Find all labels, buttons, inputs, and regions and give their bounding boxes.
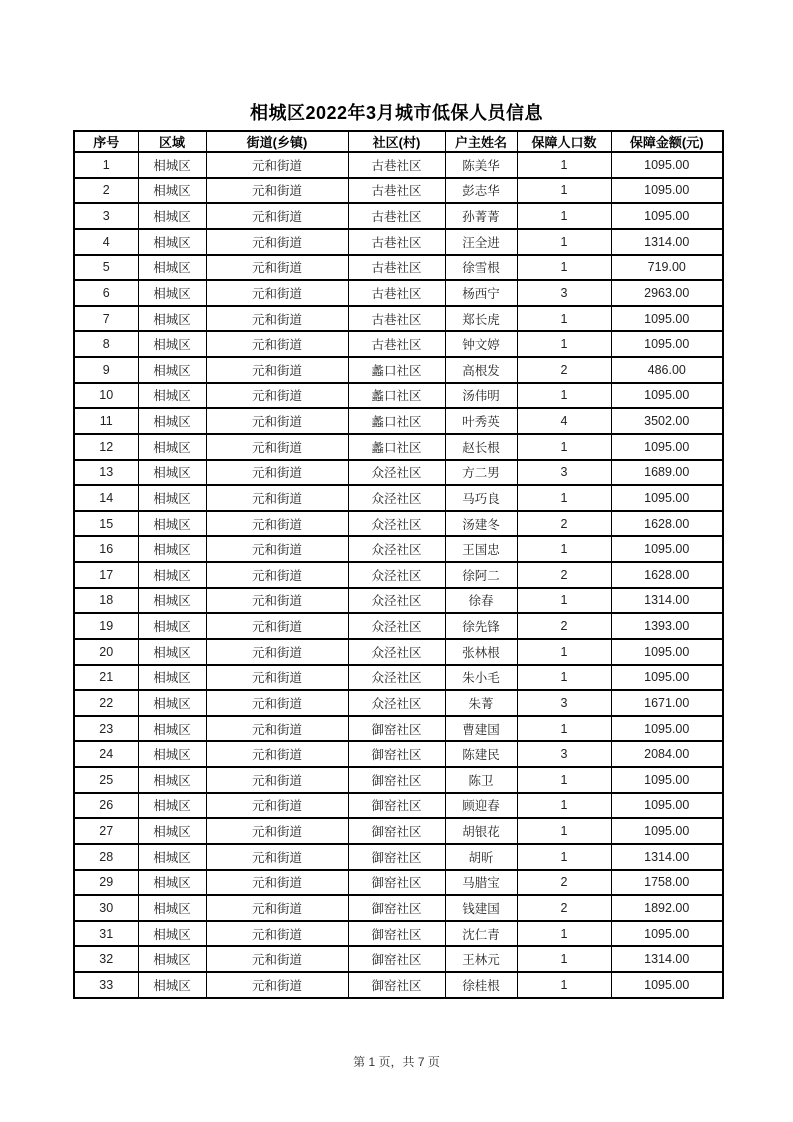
table-cell: 相城区 <box>138 434 206 460</box>
table-cell: 蠡口社区 <box>348 357 445 383</box>
table-cell: 12 <box>74 434 138 460</box>
table-cell: 1095.00 <box>611 767 723 793</box>
table-cell: 相城区 <box>138 639 206 665</box>
table-cell: 32 <box>74 946 138 972</box>
table-cell: 御窑社区 <box>348 972 445 998</box>
table-row <box>74 485 723 511</box>
table-cell: 元和街道 <box>206 511 348 537</box>
table-cell: 2 <box>517 357 611 383</box>
table-cell: 陈美华 <box>445 152 517 178</box>
table-cell: 1095.00 <box>611 716 723 742</box>
table-cell: 汤伟明 <box>445 383 517 409</box>
table-cell: 1314.00 <box>611 946 723 972</box>
table-row <box>74 178 723 204</box>
table-cell: 2 <box>74 178 138 204</box>
table-cell: 相城区 <box>138 383 206 409</box>
table-cell: 1 <box>74 152 138 178</box>
table-row <box>74 434 723 460</box>
table-cell: 1095.00 <box>611 331 723 357</box>
table-cell: 古巷社区 <box>348 331 445 357</box>
table-cell: 汤建冬 <box>445 511 517 537</box>
table-cell: 1095.00 <box>611 485 723 511</box>
table-cell: 御窑社区 <box>348 870 445 896</box>
table-cell: 8 <box>74 331 138 357</box>
table-cell: 马巧良 <box>445 485 517 511</box>
table-cell: 元和街道 <box>206 818 348 844</box>
table-cell: 21 <box>74 665 138 691</box>
table-cell: 众泾社区 <box>348 511 445 537</box>
table-cell: 王林元 <box>445 946 517 972</box>
table-cell: 胡银花 <box>445 818 517 844</box>
table-row <box>74 665 723 691</box>
table-cell: 御窑社区 <box>348 921 445 947</box>
table-cell: 相城区 <box>138 536 206 562</box>
table-cell: 33 <box>74 972 138 998</box>
table-row <box>74 793 723 819</box>
table-cell: 1 <box>517 306 611 332</box>
header-serial-number: 序号 <box>74 131 138 152</box>
table-cell: 元和街道 <box>206 870 348 896</box>
table-cell: 钟文婷 <box>445 331 517 357</box>
table-cell: 18 <box>74 588 138 614</box>
table-cell: 1628.00 <box>611 562 723 588</box>
table-cell: 赵长根 <box>445 434 517 460</box>
table-cell: 7 <box>74 306 138 332</box>
table-cell: 6 <box>74 280 138 306</box>
table-cell: 陈建民 <box>445 741 517 767</box>
table-cell: 1 <box>517 229 611 255</box>
header-region: 区域 <box>138 131 206 152</box>
table-cell: 相城区 <box>138 793 206 819</box>
table-cell: 张林根 <box>445 639 517 665</box>
table-cell: 11 <box>74 408 138 434</box>
table-cell: 元和街道 <box>206 280 348 306</box>
table-cell: 叶秀英 <box>445 408 517 434</box>
table-cell: 1 <box>517 767 611 793</box>
table-row <box>74 331 723 357</box>
table-row <box>74 229 723 255</box>
table-cell: 元和街道 <box>206 793 348 819</box>
table-cell: 孙菁菁 <box>445 203 517 229</box>
table-cell: 相城区 <box>138 562 206 588</box>
lowincome-table <box>73 130 724 999</box>
header-householder-name: 户主姓名 <box>445 131 517 152</box>
table-cell: 元和街道 <box>206 921 348 947</box>
table-cell: 元和街道 <box>206 485 348 511</box>
table-cell: 相城区 <box>138 280 206 306</box>
table-cell: 元和街道 <box>206 152 348 178</box>
table-cell: 相城区 <box>138 716 206 742</box>
table-cell: 9 <box>74 357 138 383</box>
table-cell: 元和街道 <box>206 434 348 460</box>
table-cell: 719.00 <box>611 255 723 281</box>
table-cell: 朱小毛 <box>445 665 517 691</box>
table-cell: 汪全进 <box>445 229 517 255</box>
table-cell: 元和街道 <box>206 255 348 281</box>
table-cell: 1095.00 <box>611 972 723 998</box>
table-cell: 相城区 <box>138 178 206 204</box>
table-cell: 御窑社区 <box>348 716 445 742</box>
table-cell: 486.00 <box>611 357 723 383</box>
table-cell: 相城区 <box>138 921 206 947</box>
table-cell: 20 <box>74 639 138 665</box>
table-cell: 相城区 <box>138 972 206 998</box>
table-cell: 元和街道 <box>206 408 348 434</box>
table-row <box>74 306 723 332</box>
table-row <box>74 921 723 947</box>
table-cell: 元和街道 <box>206 229 348 255</box>
table-cell: 徐先锋 <box>445 613 517 639</box>
table-row <box>74 203 723 229</box>
table-cell: 1671.00 <box>611 690 723 716</box>
table-cell: 16 <box>74 536 138 562</box>
header-street-township: 街道(乡镇) <box>206 131 348 152</box>
table-cell: 3 <box>517 690 611 716</box>
table-row <box>74 818 723 844</box>
table-cell: 3 <box>517 741 611 767</box>
table-cell: 陈卫 <box>445 767 517 793</box>
table-row <box>74 460 723 486</box>
table-cell: 27 <box>74 818 138 844</box>
table-cell: 相城区 <box>138 229 206 255</box>
table-cell: 御窑社区 <box>348 741 445 767</box>
table-cell: 相城区 <box>138 844 206 870</box>
table-header-row <box>74 131 723 152</box>
table-cell: 众泾社区 <box>348 485 445 511</box>
table-cell: 1 <box>517 921 611 947</box>
table-row <box>74 639 723 665</box>
table-cell: 1095.00 <box>611 793 723 819</box>
table-cell: 元和街道 <box>206 741 348 767</box>
table-row <box>74 844 723 870</box>
table-cell: 2 <box>517 511 611 537</box>
table-cell: 10 <box>74 383 138 409</box>
table-row <box>74 408 723 434</box>
table-cell: 元和街道 <box>206 613 348 639</box>
table-cell: 元和街道 <box>206 460 348 486</box>
table-cell: 31 <box>74 921 138 947</box>
table-cell: 沈仁青 <box>445 921 517 947</box>
table-cell: 2 <box>517 870 611 896</box>
table-cell: 钱建国 <box>445 895 517 921</box>
table-cell: 徐阿二 <box>445 562 517 588</box>
table-row <box>74 536 723 562</box>
table-cell: 1 <box>517 178 611 204</box>
page-title: 相城区2022年3月城市低保人员信息 <box>249 103 544 123</box>
table-cell: 徐雪根 <box>445 255 517 281</box>
table-cell: 1095.00 <box>611 178 723 204</box>
table-cell: 蠡口社区 <box>348 434 445 460</box>
header-amount-yuan: 保障金额(元) <box>611 131 723 152</box>
table-cell: 1 <box>517 588 611 614</box>
table-cell: 相城区 <box>138 511 206 537</box>
table-cell: 元和街道 <box>206 588 348 614</box>
table-cell: 相城区 <box>138 690 206 716</box>
table-cell: 1 <box>517 844 611 870</box>
table-cell: 1314.00 <box>611 588 723 614</box>
table-cell: 相城区 <box>138 946 206 972</box>
table-cell: 1 <box>517 383 611 409</box>
table-cell: 古巷社区 <box>348 280 445 306</box>
table-cell: 郑长虎 <box>445 306 517 332</box>
table-cell: 4 <box>74 229 138 255</box>
table-cell: 1 <box>517 331 611 357</box>
table-cell: 众泾社区 <box>348 536 445 562</box>
table-cell: 元和街道 <box>206 203 348 229</box>
header-covered-persons: 保障人口数 <box>517 131 611 152</box>
table-cell: 2 <box>517 562 611 588</box>
table-cell: 元和街道 <box>206 972 348 998</box>
table-cell: 1095.00 <box>611 921 723 947</box>
table-cell: 5 <box>74 255 138 281</box>
table-cell: 1 <box>517 818 611 844</box>
table-cell: 17 <box>74 562 138 588</box>
table-cell: 19 <box>74 613 138 639</box>
table-cell: 御窑社区 <box>348 895 445 921</box>
table-cell: 蠡口社区 <box>348 408 445 434</box>
table-cell: 3502.00 <box>611 408 723 434</box>
table-cell: 杨西宁 <box>445 280 517 306</box>
table-cell: 2 <box>517 613 611 639</box>
table-cell: 御窑社区 <box>348 946 445 972</box>
table-cell: 1 <box>517 716 611 742</box>
table-row <box>74 946 723 972</box>
table-cell: 相城区 <box>138 357 206 383</box>
table-row <box>74 588 723 614</box>
table-cell: 古巷社区 <box>348 152 445 178</box>
table-cell: 胡昕 <box>445 844 517 870</box>
table-cell: 御窑社区 <box>348 767 445 793</box>
table-cell: 1095.00 <box>611 203 723 229</box>
table-cell: 26 <box>74 793 138 819</box>
table-cell: 御窑社区 <box>348 818 445 844</box>
table-cell: 28 <box>74 844 138 870</box>
table-cell: 1 <box>517 946 611 972</box>
table-cell: 元和街道 <box>206 716 348 742</box>
table-row <box>74 383 723 409</box>
table-cell: 1095.00 <box>611 818 723 844</box>
table-cell: 元和街道 <box>206 844 348 870</box>
table-cell: 相城区 <box>138 203 206 229</box>
table-cell: 1095.00 <box>611 434 723 460</box>
table-cell: 14 <box>74 485 138 511</box>
table-cell: 御窑社区 <box>348 793 445 819</box>
table-cell: 众泾社区 <box>348 588 445 614</box>
table-cell: 众泾社区 <box>348 639 445 665</box>
page-number-footer: 第 1 页，共 7 页 <box>353 1055 440 1069</box>
table-cell: 1 <box>517 203 611 229</box>
table-cell: 相城区 <box>138 408 206 434</box>
table-row <box>74 152 723 178</box>
table-cell: 顾迎春 <box>445 793 517 819</box>
table-cell: 1892.00 <box>611 895 723 921</box>
table-cell: 2963.00 <box>611 280 723 306</box>
table-cell: 相城区 <box>138 767 206 793</box>
table-row <box>74 613 723 639</box>
table-cell: 相城区 <box>138 460 206 486</box>
table-cell: 相城区 <box>138 665 206 691</box>
table-cell: 1095.00 <box>611 639 723 665</box>
table-cell: 4 <box>517 408 611 434</box>
table-cell: 徐春 <box>445 588 517 614</box>
table-cell: 1314.00 <box>611 844 723 870</box>
table-row <box>74 895 723 921</box>
table-cell: 25 <box>74 767 138 793</box>
table-cell: 相城区 <box>138 818 206 844</box>
table-cell: 3 <box>517 280 611 306</box>
table-cell: 众泾社区 <box>348 690 445 716</box>
table-cell: 1 <box>517 639 611 665</box>
table-cell: 元和街道 <box>206 690 348 716</box>
table-cell: 2 <box>517 895 611 921</box>
table-cell: 元和街道 <box>206 665 348 691</box>
table-cell: 相城区 <box>138 588 206 614</box>
table-cell: 22 <box>74 690 138 716</box>
table-cell: 元和街道 <box>206 178 348 204</box>
table-cell: 1 <box>517 255 611 281</box>
table-cell: 御窑社区 <box>348 844 445 870</box>
table-row <box>74 280 723 306</box>
table-cell: 1095.00 <box>611 306 723 332</box>
table-cell: 1 <box>517 536 611 562</box>
table-cell: 古巷社区 <box>348 203 445 229</box>
table-cell: 元和街道 <box>206 767 348 793</box>
table-cell: 古巷社区 <box>348 306 445 332</box>
table-cell: 30 <box>74 895 138 921</box>
table-row <box>74 562 723 588</box>
table-row <box>74 255 723 281</box>
table-row <box>74 357 723 383</box>
table-cell: 3 <box>517 460 611 486</box>
table-row <box>74 767 723 793</box>
table-cell: 众泾社区 <box>348 613 445 639</box>
table-cell: 相城区 <box>138 613 206 639</box>
table-cell: 朱菁 <box>445 690 517 716</box>
header-community: 社区(村) <box>348 131 445 152</box>
table-cell: 元和街道 <box>206 895 348 921</box>
table-body <box>74 152 723 998</box>
table-cell: 王国忠 <box>445 536 517 562</box>
table-cell: 元和街道 <box>206 306 348 332</box>
table-cell: 马腊宝 <box>445 870 517 896</box>
table-cell: 15 <box>74 511 138 537</box>
table-cell: 1 <box>517 665 611 691</box>
table-cell: 元和街道 <box>206 357 348 383</box>
table-cell: 方二男 <box>445 460 517 486</box>
table-cell: 1 <box>517 152 611 178</box>
table-cell: 元和街道 <box>206 946 348 972</box>
table-cell: 1095.00 <box>611 665 723 691</box>
table-cell: 1393.00 <box>611 613 723 639</box>
table-cell: 相城区 <box>138 870 206 896</box>
table-cell: 13 <box>74 460 138 486</box>
table-cell: 1689.00 <box>611 460 723 486</box>
table-cell: 相城区 <box>138 895 206 921</box>
table-row <box>74 511 723 537</box>
table-row <box>74 972 723 998</box>
table-cell: 23 <box>74 716 138 742</box>
table-cell: 曹建国 <box>445 716 517 742</box>
table-cell: 1628.00 <box>611 511 723 537</box>
table-cell: 1 <box>517 793 611 819</box>
table-cell: 古巷社区 <box>348 178 445 204</box>
table-cell: 1095.00 <box>611 536 723 562</box>
table-cell: 元和街道 <box>206 331 348 357</box>
table-cell: 1 <box>517 485 611 511</box>
table-cell: 相城区 <box>138 741 206 767</box>
table-cell: 24 <box>74 741 138 767</box>
table-cell: 众泾社区 <box>348 562 445 588</box>
table-cell: 徐桂根 <box>445 972 517 998</box>
table-cell: 1095.00 <box>611 383 723 409</box>
table-row <box>74 741 723 767</box>
table-row <box>74 870 723 896</box>
table-cell: 相城区 <box>138 331 206 357</box>
table-cell: 1095.00 <box>611 152 723 178</box>
table-cell: 相城区 <box>138 306 206 332</box>
table-row <box>74 690 723 716</box>
table-cell: 3 <box>74 203 138 229</box>
table-cell: 元和街道 <box>206 639 348 665</box>
table-cell: 蠡口社区 <box>348 383 445 409</box>
table-cell: 彭志华 <box>445 178 517 204</box>
table-cell: 相城区 <box>138 152 206 178</box>
table-cell: 元和街道 <box>206 383 348 409</box>
table-cell: 相城区 <box>138 485 206 511</box>
table-cell: 1314.00 <box>611 229 723 255</box>
table-cell: 元和街道 <box>206 562 348 588</box>
table-cell: 众泾社区 <box>348 665 445 691</box>
table-cell: 29 <box>74 870 138 896</box>
table-cell: 1 <box>517 972 611 998</box>
table-cell: 1 <box>517 434 611 460</box>
table-cell: 相城区 <box>138 255 206 281</box>
table-cell: 众泾社区 <box>348 460 445 486</box>
table-row <box>74 716 723 742</box>
table-cell: 1758.00 <box>611 870 723 896</box>
table-cell: 2084.00 <box>611 741 723 767</box>
table-cell: 古巷社区 <box>348 255 445 281</box>
table-cell: 高根发 <box>445 357 517 383</box>
table-cell: 元和街道 <box>206 536 348 562</box>
table-cell: 古巷社区 <box>348 229 445 255</box>
